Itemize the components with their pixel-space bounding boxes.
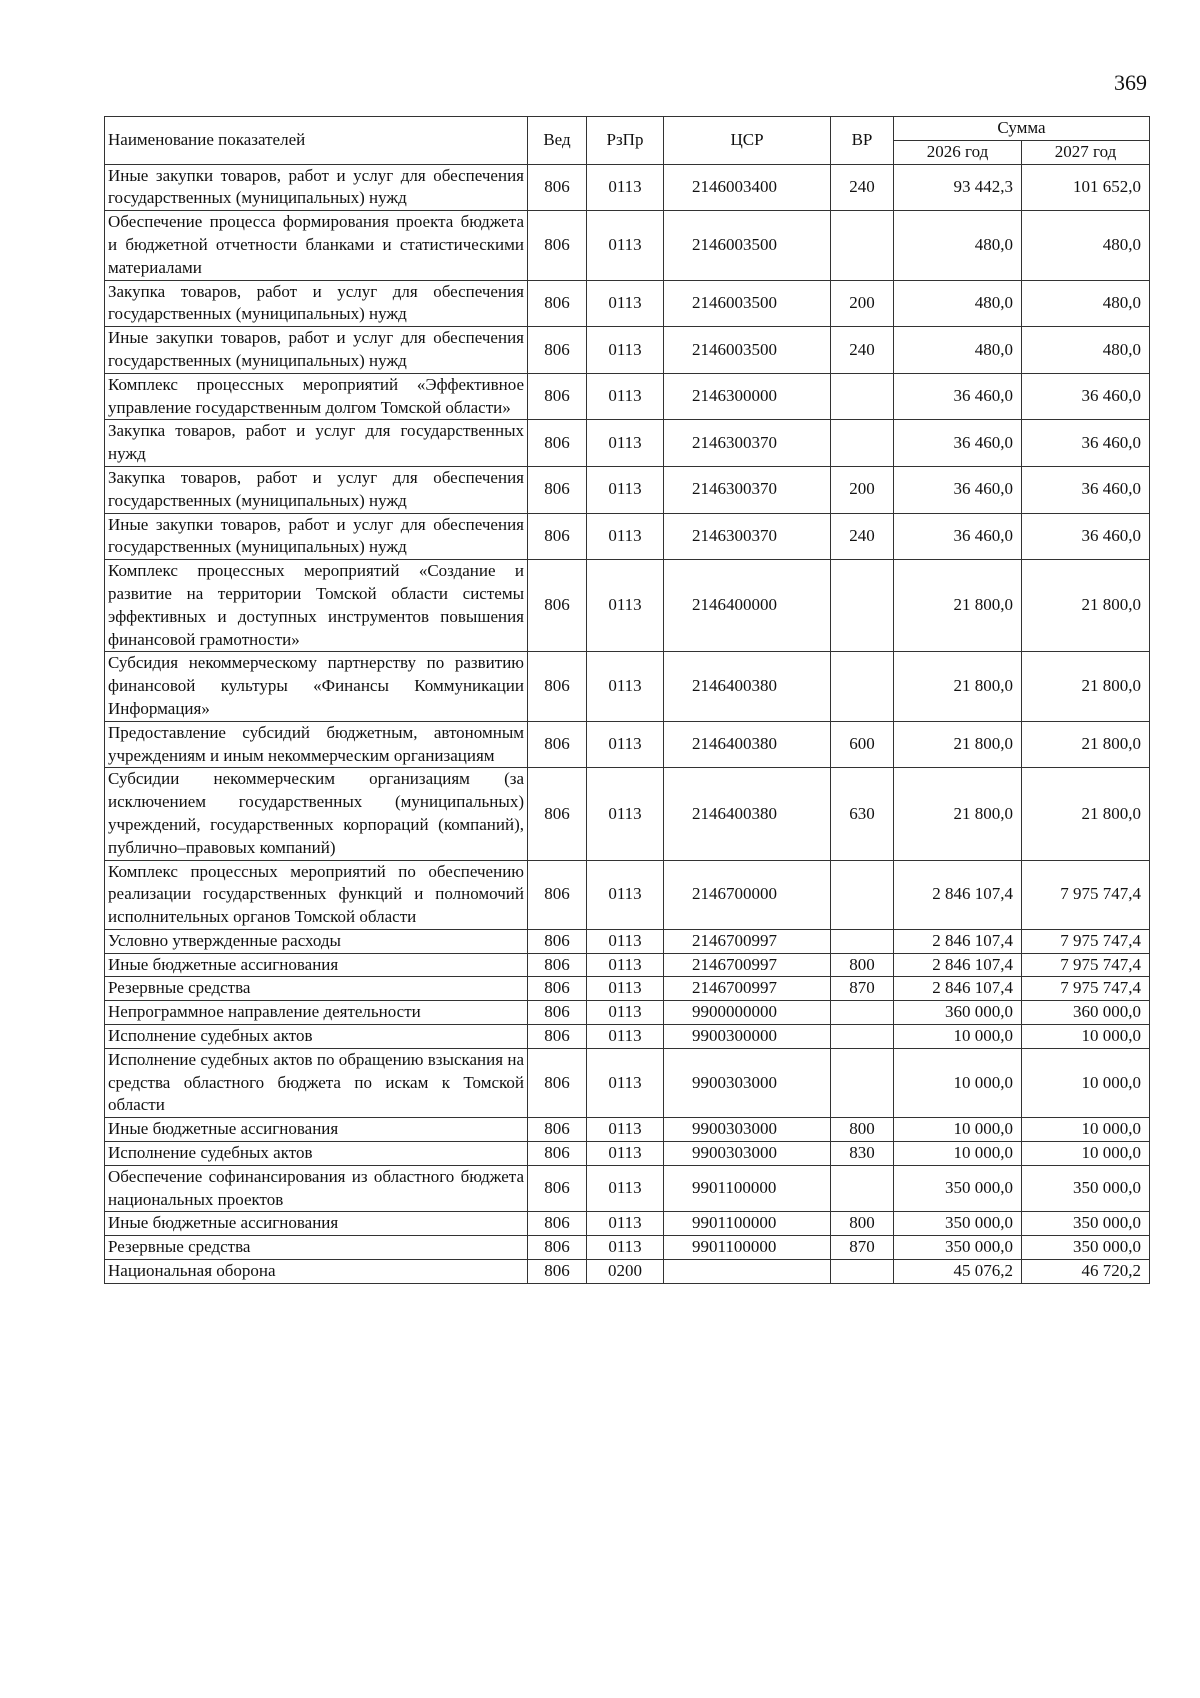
table-row xyxy=(105,977,1150,1001)
cell-name: Иные закупки товаров, работ и услуг для обеспечения государственных (муниципальных) нужд xyxy=(105,513,528,560)
cell-sum-2026: 21 800,0 xyxy=(894,721,1022,768)
cell-rzpr: 0113 xyxy=(587,280,664,327)
cell-sum-2026: 2 846 107,4 xyxy=(894,860,1022,929)
cell-sum-2026: 36 460,0 xyxy=(894,420,1022,467)
cell-csr: 9901100000 xyxy=(664,1236,831,1260)
cell-name: Закупка товаров, работ и услуг для государственных нужд xyxy=(105,420,528,467)
cell-vr: 800 xyxy=(831,1212,894,1236)
cell-sum-2026: 10 000,0 xyxy=(894,1142,1022,1166)
cell-csr: 9901100000 xyxy=(664,1165,831,1212)
header-year-2027: 2027 год xyxy=(1022,140,1150,164)
cell-vr: 600 xyxy=(831,721,894,768)
cell-sum-2027: 10 000,0 xyxy=(1022,1142,1150,1166)
cell-vr: 800 xyxy=(831,953,894,977)
cell-vr: 870 xyxy=(831,1236,894,1260)
cell-name: Предоставление субсидий бюджетным, автономным учреждениям и иным некоммерческим организациям xyxy=(105,721,528,768)
table-row xyxy=(105,1142,1150,1166)
cell-sum-2026: 21 800,0 xyxy=(894,560,1022,652)
cell-sum-2027: 7 975 747,4 xyxy=(1022,977,1150,1001)
cell-ved: 806 xyxy=(528,327,587,374)
cell-name: Комплекс процессных мероприятий по обеспечению реализации государственных функций и полномочий исполнительных органов Томской области xyxy=(105,860,528,929)
table-row xyxy=(105,327,1150,374)
table-row xyxy=(105,652,1150,721)
cell-sum-2027: 36 460,0 xyxy=(1022,420,1150,467)
cell-name: Резервные средства xyxy=(105,977,528,1001)
cell-csr: 9900303000 xyxy=(664,1048,831,1117)
cell-sum-2027: 350 000,0 xyxy=(1022,1212,1150,1236)
cell-rzpr: 0113 xyxy=(587,860,664,929)
cell-rzpr: 0200 xyxy=(587,1260,664,1284)
cell-sum-2027: 480,0 xyxy=(1022,327,1150,374)
cell-name: Исполнение судебных актов xyxy=(105,1142,528,1166)
cell-sum-2027: 480,0 xyxy=(1022,211,1150,280)
table-row xyxy=(105,929,1150,953)
cell-sum-2027: 46 720,2 xyxy=(1022,1260,1150,1284)
table-row xyxy=(105,1001,1150,1025)
table-row xyxy=(105,1212,1150,1236)
cell-rzpr: 0113 xyxy=(587,977,664,1001)
cell-rzpr: 0113 xyxy=(587,1142,664,1166)
cell-rzpr: 0113 xyxy=(587,768,664,860)
page-number: 369 xyxy=(1114,70,1147,95)
cell-name: Иные закупки товаров, работ и услуг для обеспечения государственных (муниципальных) нужд xyxy=(105,327,528,374)
cell-rzpr: 0113 xyxy=(587,1025,664,1049)
table-row xyxy=(105,420,1150,467)
cell-ved: 806 xyxy=(528,420,587,467)
cell-csr: 2146300370 xyxy=(664,466,831,513)
cell-sum-2026: 10 000,0 xyxy=(894,1118,1022,1142)
cell-csr: 2146400000 xyxy=(664,560,831,652)
cell-ved: 806 xyxy=(528,652,587,721)
cell-sum-2026: 350 000,0 xyxy=(894,1165,1022,1212)
cell-vr xyxy=(831,1165,894,1212)
cell-rzpr: 0113 xyxy=(587,513,664,560)
table-row xyxy=(105,1260,1150,1284)
cell-sum-2026: 2 846 107,4 xyxy=(894,953,1022,977)
cell-sum-2026: 480,0 xyxy=(894,280,1022,327)
cell-vr xyxy=(831,929,894,953)
cell-sum-2027: 21 800,0 xyxy=(1022,652,1150,721)
table-row xyxy=(105,373,1150,420)
cell-vr: 800 xyxy=(831,1118,894,1142)
table-row xyxy=(105,1118,1150,1142)
cell-name: Обеспечение процесса формирования проекта бюджета и бюджетной отчетности бланками и статистическими материалами xyxy=(105,211,528,280)
table-row xyxy=(105,466,1150,513)
cell-sum-2027: 36 460,0 xyxy=(1022,466,1150,513)
cell-sum-2027: 21 800,0 xyxy=(1022,560,1150,652)
cell-rzpr: 0113 xyxy=(587,560,664,652)
cell-rzpr: 0113 xyxy=(587,164,664,211)
cell-vr xyxy=(831,1048,894,1117)
cell-rzpr: 0113 xyxy=(587,1165,664,1212)
cell-csr: 2146700997 xyxy=(664,953,831,977)
cell-ved: 806 xyxy=(528,768,587,860)
cell-sum-2027: 10 000,0 xyxy=(1022,1025,1150,1049)
cell-sum-2027: 36 460,0 xyxy=(1022,373,1150,420)
cell-sum-2026: 21 800,0 xyxy=(894,652,1022,721)
cell-csr: 9901100000 xyxy=(664,1212,831,1236)
cell-sum-2027: 7 975 747,4 xyxy=(1022,860,1150,929)
cell-ved: 806 xyxy=(528,929,587,953)
cell-sum-2026: 93 442,3 xyxy=(894,164,1022,211)
cell-csr: 2146300370 xyxy=(664,513,831,560)
table-row xyxy=(105,513,1150,560)
table-row xyxy=(105,1236,1150,1260)
table-row xyxy=(105,953,1150,977)
cell-ved: 806 xyxy=(528,1025,587,1049)
cell-rzpr: 0113 xyxy=(587,211,664,280)
cell-name: Обеспечение софинансирования из областного бюджета национальных проектов xyxy=(105,1165,528,1212)
cell-rzpr: 0113 xyxy=(587,1001,664,1025)
cell-sum-2027: 350 000,0 xyxy=(1022,1236,1150,1260)
cell-ved: 806 xyxy=(528,860,587,929)
cell-sum-2027: 36 460,0 xyxy=(1022,513,1150,560)
table-header xyxy=(105,117,1150,165)
cell-sum-2026: 480,0 xyxy=(894,327,1022,374)
cell-name: Иные бюджетные ассигнования xyxy=(105,953,528,977)
cell-csr: 9900303000 xyxy=(664,1142,831,1166)
cell-sum-2027: 21 800,0 xyxy=(1022,721,1150,768)
cell-csr: 9900300000 xyxy=(664,1025,831,1049)
cell-name: Иные бюджетные ассигнования xyxy=(105,1118,528,1142)
cell-sum-2027: 360 000,0 xyxy=(1022,1001,1150,1025)
header-rzpr: РзПр xyxy=(587,117,664,165)
cell-ved: 806 xyxy=(528,1118,587,1142)
cell-rzpr: 0113 xyxy=(587,1236,664,1260)
cell-vr xyxy=(831,1260,894,1284)
cell-vr xyxy=(831,652,894,721)
cell-vr xyxy=(831,420,894,467)
cell-vr: 200 xyxy=(831,280,894,327)
cell-sum-2027: 350 000,0 xyxy=(1022,1165,1150,1212)
cell-name: Исполнение судебных актов xyxy=(105,1025,528,1049)
cell-csr: 2146400380 xyxy=(664,652,831,721)
cell-ved: 806 xyxy=(528,1001,587,1025)
cell-csr: 2146300370 xyxy=(664,420,831,467)
cell-sum-2026: 2 846 107,4 xyxy=(894,977,1022,1001)
cell-csr: 2146700997 xyxy=(664,929,831,953)
cell-csr: 2146400380 xyxy=(664,721,831,768)
cell-sum-2026: 10 000,0 xyxy=(894,1048,1022,1117)
table-row xyxy=(105,768,1150,860)
cell-ved: 806 xyxy=(528,1260,587,1284)
table-body xyxy=(105,164,1150,1283)
header-sum: Сумма xyxy=(894,117,1150,141)
cell-vr: 200 xyxy=(831,466,894,513)
cell-csr: 2146400380 xyxy=(664,768,831,860)
cell-name: Закупка товаров, работ и услуг для обеспечения государственных (муниципальных) нужд xyxy=(105,280,528,327)
cell-name: Комплекс процессных мероприятий «Эффективное управление государственным долгом Томской области» xyxy=(105,373,528,420)
table-row xyxy=(105,721,1150,768)
cell-name: Субсидии некоммерческим организациям (за исключением государственных (муниципальных) учреждений, государственных корпораций (компаний), публично–правовых компаний) xyxy=(105,768,528,860)
header-name: Наименование показателей xyxy=(105,117,528,165)
cell-sum-2027: 10 000,0 xyxy=(1022,1048,1150,1117)
cell-name: Резервные средства xyxy=(105,1236,528,1260)
cell-sum-2026: 350 000,0 xyxy=(894,1236,1022,1260)
cell-rzpr: 0113 xyxy=(587,1212,664,1236)
cell-vr xyxy=(831,1025,894,1049)
cell-sum-2026: 2 846 107,4 xyxy=(894,929,1022,953)
cell-sum-2026: 36 460,0 xyxy=(894,466,1022,513)
cell-name: Закупка товаров, работ и услуг для обеспечения государственных (муниципальных) нужд xyxy=(105,466,528,513)
cell-sum-2026: 480,0 xyxy=(894,211,1022,280)
cell-ved: 806 xyxy=(528,1236,587,1260)
cell-ved: 806 xyxy=(528,1165,587,1212)
cell-sum-2027: 7 975 747,4 xyxy=(1022,953,1150,977)
cell-rzpr: 0113 xyxy=(587,373,664,420)
table-row xyxy=(105,560,1150,652)
cell-name: Иные закупки товаров, работ и услуг для обеспечения государственных (муниципальных) нужд xyxy=(105,164,528,211)
cell-vr: 630 xyxy=(831,768,894,860)
cell-csr xyxy=(664,1260,831,1284)
cell-sum-2026: 36 460,0 xyxy=(894,373,1022,420)
cell-csr: 2146003500 xyxy=(664,327,831,374)
cell-csr: 2146003400 xyxy=(664,164,831,211)
cell-csr: 2146003500 xyxy=(664,211,831,280)
header-ved: Вед xyxy=(528,117,587,165)
cell-rzpr: 0113 xyxy=(587,327,664,374)
cell-ved: 806 xyxy=(528,211,587,280)
header-vr: ВР xyxy=(831,117,894,165)
cell-ved: 806 xyxy=(528,164,587,211)
cell-name: Иные бюджетные ассигнования xyxy=(105,1212,528,1236)
cell-rzpr: 0113 xyxy=(587,1118,664,1142)
cell-vr xyxy=(831,560,894,652)
cell-rzpr: 0113 xyxy=(587,1048,664,1117)
cell-name: Непрограммное направление деятельности xyxy=(105,1001,528,1025)
table-row xyxy=(105,164,1150,211)
cell-ved: 806 xyxy=(528,1048,587,1117)
header-csr: ЦСР xyxy=(664,117,831,165)
cell-ved: 806 xyxy=(528,977,587,1001)
cell-vr: 240 xyxy=(831,327,894,374)
cell-vr: 240 xyxy=(831,164,894,211)
cell-sum-2027: 10 000,0 xyxy=(1022,1118,1150,1142)
budget-table xyxy=(104,116,1150,1284)
cell-ved: 806 xyxy=(528,953,587,977)
cell-csr: 2146700997 xyxy=(664,977,831,1001)
cell-sum-2026: 21 800,0 xyxy=(894,768,1022,860)
table-row xyxy=(105,1048,1150,1117)
cell-rzpr: 0113 xyxy=(587,420,664,467)
cell-vr xyxy=(831,211,894,280)
cell-sum-2026: 10 000,0 xyxy=(894,1025,1022,1049)
cell-vr: 240 xyxy=(831,513,894,560)
cell-vr: 870 xyxy=(831,977,894,1001)
cell-vr xyxy=(831,373,894,420)
cell-rzpr: 0113 xyxy=(587,721,664,768)
table-row xyxy=(105,1165,1150,1212)
table-row xyxy=(105,860,1150,929)
cell-ved: 806 xyxy=(528,513,587,560)
cell-sum-2026: 360 000,0 xyxy=(894,1001,1022,1025)
cell-sum-2027: 101 652,0 xyxy=(1022,164,1150,211)
cell-csr: 2146003500 xyxy=(664,280,831,327)
cell-ved: 806 xyxy=(528,721,587,768)
cell-name: Субсидия некоммерческому партнерству по развитию финансовой культуры «Финансы Коммуникации Информация» xyxy=(105,652,528,721)
cell-sum-2027: 21 800,0 xyxy=(1022,768,1150,860)
cell-ved: 806 xyxy=(528,373,587,420)
cell-ved: 806 xyxy=(528,1142,587,1166)
cell-sum-2027: 7 975 747,4 xyxy=(1022,929,1150,953)
cell-rzpr: 0113 xyxy=(587,953,664,977)
cell-name: Комплекс процессных мероприятий «Создание и развитие на территории Томской области системы эффективных и доступных инструментов повышения финансовой грамотности» xyxy=(105,560,528,652)
table-row xyxy=(105,211,1150,280)
cell-ved: 806 xyxy=(528,280,587,327)
header-year-2026: 2026 год xyxy=(894,140,1022,164)
cell-sum-2026: 350 000,0 xyxy=(894,1212,1022,1236)
cell-sum-2027: 480,0 xyxy=(1022,280,1150,327)
cell-rzpr: 0113 xyxy=(587,929,664,953)
cell-ved: 806 xyxy=(528,560,587,652)
table-row xyxy=(105,280,1150,327)
cell-csr: 2146300000 xyxy=(664,373,831,420)
cell-ved: 806 xyxy=(528,1212,587,1236)
cell-vr xyxy=(831,860,894,929)
cell-csr: 2146700000 xyxy=(664,860,831,929)
cell-sum-2026: 45 076,2 xyxy=(894,1260,1022,1284)
cell-csr: 9900000000 xyxy=(664,1001,831,1025)
table-row xyxy=(105,1025,1150,1049)
cell-csr: 9900303000 xyxy=(664,1118,831,1142)
cell-name: Национальная оборона xyxy=(105,1260,528,1284)
cell-name: Условно утвержденные расходы xyxy=(105,929,528,953)
cell-ved: 806 xyxy=(528,466,587,513)
cell-vr xyxy=(831,1001,894,1025)
cell-rzpr: 0113 xyxy=(587,652,664,721)
cell-sum-2026: 36 460,0 xyxy=(894,513,1022,560)
cell-name: Исполнение судебных актов по обращению взыскания на средства областного бюджета по искам к Томской области xyxy=(105,1048,528,1117)
cell-rzpr: 0113 xyxy=(587,466,664,513)
cell-vr: 830 xyxy=(831,1142,894,1166)
